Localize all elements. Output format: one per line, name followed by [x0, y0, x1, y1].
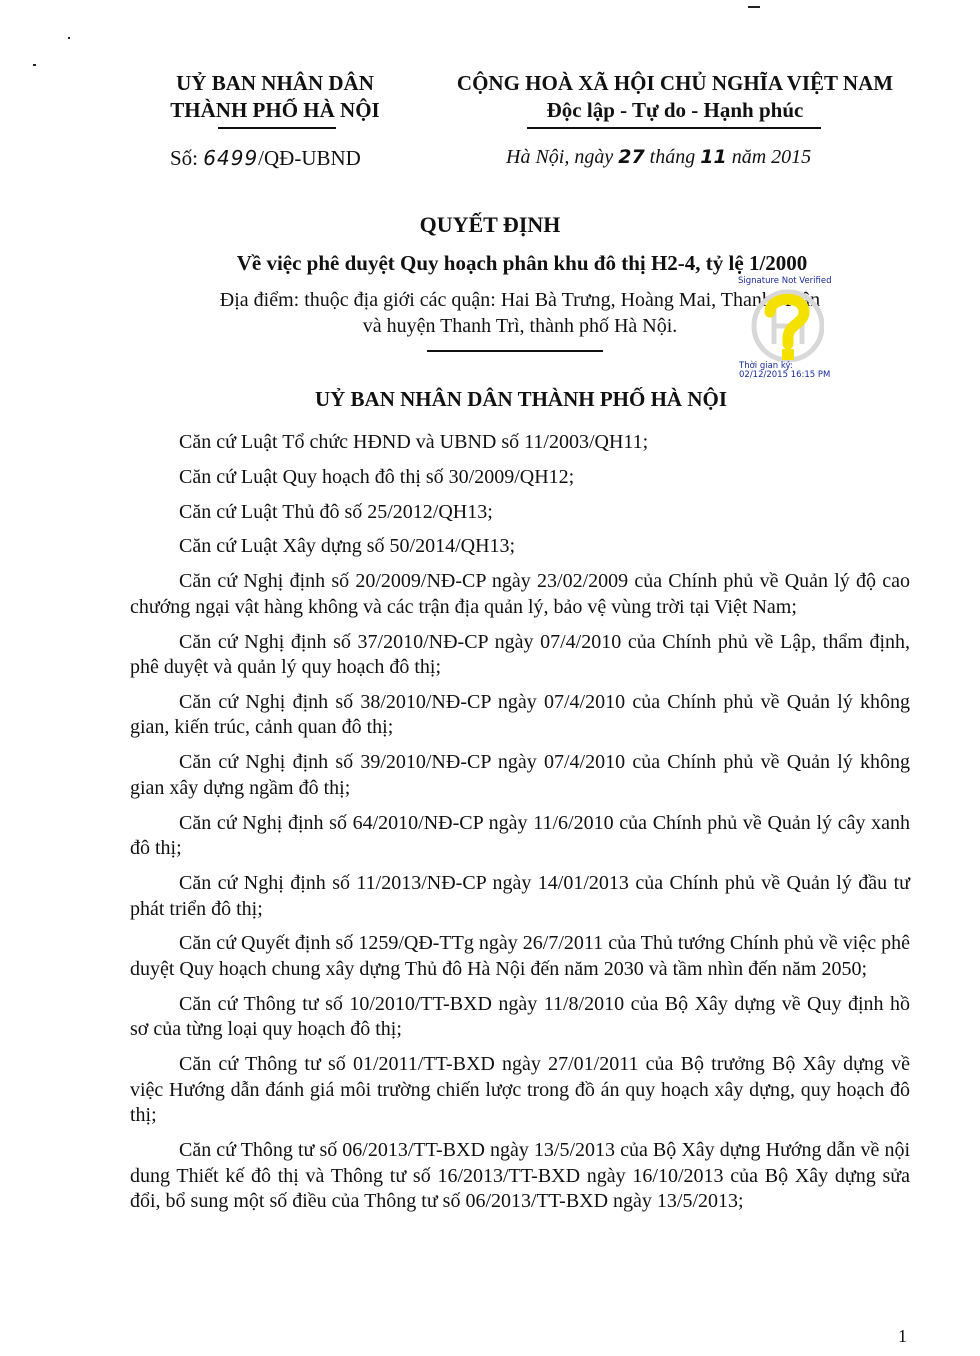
document-title: QUYẾT ĐỊNH: [419, 212, 561, 237]
legal-basis-paragraph: Căn cứ Thông tư số 10/2010/TT-BXD ngày 11/8/2010 của Bộ Xây dựng về Quy định hồ sơ của từng loại quy hoạch đô thị;: [130, 992, 910, 1041]
date-day-handwritten: 27: [618, 146, 645, 168]
doc-number-handwritten: 6499: [203, 146, 259, 170]
location-line-2: và huyện Thanh Trì, thành phố Hà Nội.: [362, 315, 678, 337]
legal-basis-paragraph: Căn cứ Luật Xây dựng số 50/2014/QH13;: [179, 535, 516, 558]
scan-speck: [33, 64, 36, 66]
section-divider: [427, 350, 603, 352]
legal-basis-paragraph: Căn cứ Nghị định số 37/2010/NĐ-CP ngày 07/4/2010 của Chính phủ về Lập, thẩm định, phê duyệt và quản lý quy hoạch đô thị;: [130, 630, 910, 679]
doc-number-suffix: /QĐ-UBND: [258, 146, 361, 170]
issuer-line-1: UỶ BAN NHÂN DÂN: [176, 71, 374, 95]
question-mark-icon: [748, 286, 824, 364]
motto-underline: [527, 127, 821, 129]
legal-basis-paragraph: Căn cứ Thông tư số 01/2011/TT-BXD ngày 27/01/2011 của Bộ trưởng Bộ Xây dựng về việc Hướng dẫn đánh giá môi trường chiến lược trong đồ án quy hoạch xây dựng, quy hoạch đô thị;: [130, 1053, 910, 1127]
legal-basis-paragraph: Căn cứ Luật Thủ đô số 25/2012/QH13;: [179, 500, 493, 523]
document-subtitle: Về việc phê duyệt Quy hoạch phân khu đô thị H2-4, tỷ lệ 1/2000: [236, 251, 808, 275]
legal-basis-paragraph: Căn cứ Thông tư số 06/2013/TT-BXD ngày 13/5/2013 của Bộ Xây dựng Hướng dẫn về nội dung Thiết kế đô thị và Thông tư số 16/2013/TT-BXD ngày 16/10/2013 của Bộ Xây dựng sửa đổi, bổ sung một số điều của Thông tư số 06/2013/TT-BXD ngày 13/5/2013;: [130, 1139, 910, 1213]
date-part-3: năm 2015: [726, 146, 812, 168]
legal-basis-paragraph: Căn cứ Nghị định số 64/2010/NĐ-CP ngày 11/6/2010 của Chính phủ về Quản lý cây xanh đô thị;: [130, 811, 910, 860]
issue-date: [506, 146, 811, 169]
document-number: [170, 146, 361, 171]
digital-signature-stamp[interactable]: [736, 276, 832, 382]
issuer-header: [150, 70, 400, 124]
legal-basis-paragraph: Căn cứ Nghị định số 20/2009/NĐ-CP ngày 23/02/2009 của Chính phủ về Quản lý độ cao chướng ngại vật hàng không và các trận địa quản lý, bảo vệ vùng trời tại Việt Nam;: [130, 570, 910, 618]
national-header: [430, 70, 920, 124]
scan-speck: [68, 37, 70, 39]
date-part-1: Hà Nội, ngày: [506, 146, 619, 168]
legal-basis-paragraph: Căn cứ Nghị định số 11/2013/NĐ-CP ngày 14/01/2013 của Chính phủ về Quản lý đầu tư phát triển đô thị;: [130, 872, 910, 920]
legal-basis-paragraph: Căn cứ Quyết định số 1259/QĐ-TTg ngày 26/7/2011 của Thủ tướng Chính phủ về việc phê duyệt Quy hoạch chung xây dựng Thủ đô Hà Nội đến năm 2030 và tầm nhìn đến năm 2050;: [130, 932, 910, 980]
signature-status: Signature Not Verified: [738, 276, 832, 286]
location-line-1: Địa điểm: thuộc địa giới các quận: Hai Bà Trưng, Hoàng Mai, Thanh Xuân: [219, 289, 821, 311]
national-title: CỘNG HOÀ XÃ HỘI CHỦ NGHĨA VIỆT NAM: [456, 71, 894, 95]
scan-speck: [748, 6, 760, 8]
national-motto: Độc lập - Tự do - Hạnh phúc: [546, 98, 804, 122]
issuer-underline: [218, 127, 336, 129]
legal-basis-paragraph: Căn cứ Nghị định số 38/2010/NĐ-CP ngày 07/4/2010 của Chính phủ về Quản lý không gian, kiến trúc, cảnh quan đô thị;: [130, 690, 910, 739]
legal-basis-list: [130, 430, 910, 1224]
date-part-2: tháng: [644, 146, 701, 168]
legal-basis-paragraph: Căn cứ Luật Tổ chức HĐND và UBND số 11/2003/QH11;: [179, 431, 649, 453]
page-number: 1: [898, 1326, 907, 1346]
authority-heading: UỶ BAN NHÂN DÂN THÀNH PHỐ HÀ NỘI: [314, 387, 728, 411]
signature-time-label: Thời gian ký:: [739, 361, 793, 371]
legal-basis-paragraph: Căn cứ Nghị định số 39/2010/NĐ-CP ngày 07/4/2010 của Chính phủ về Quản lý không gian xây dựng ngầm đô thị;: [130, 751, 910, 799]
doc-number-prefix: Số:: [170, 146, 204, 170]
date-month-handwritten: 11: [700, 146, 727, 168]
issuer-line-2: THÀNH PHỐ HÀ NỘI: [170, 98, 380, 122]
legal-basis-paragraph: Căn cứ Luật Quy hoạch đô thị số 30/2009/QH12;: [179, 465, 575, 488]
signature-time-value: 02/12/2015 16:15 PM: [739, 370, 831, 380]
